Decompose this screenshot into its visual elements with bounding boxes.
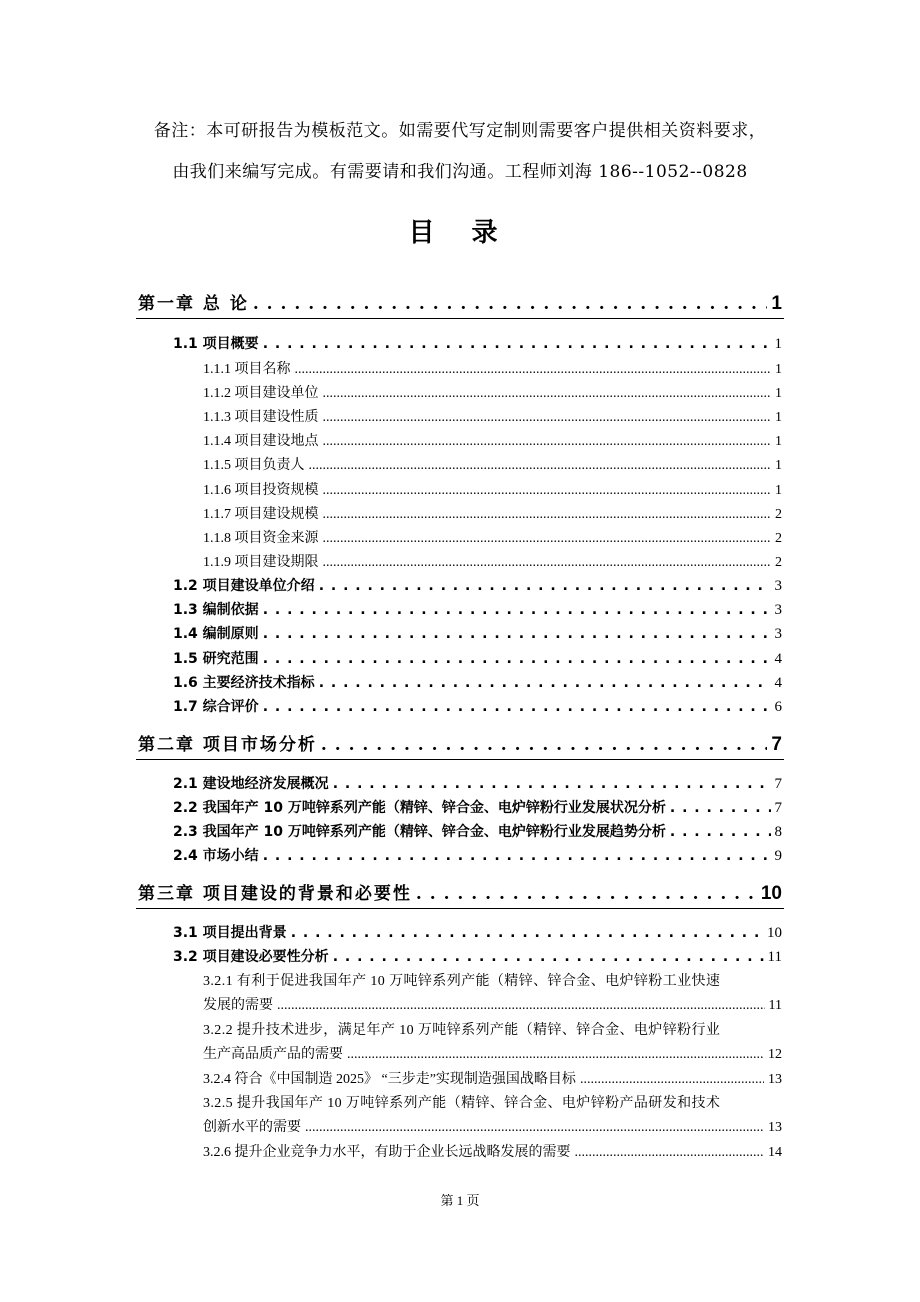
toc-leader	[670, 824, 771, 840]
toc-subsection-3-2-4[interactable]	[203, 1068, 782, 1088]
toc-entry-label: 1.7 综合评价	[173, 699, 259, 715]
toc-leader	[323, 410, 772, 426]
toc-page-number: 2	[775, 507, 782, 522]
toc-leader	[323, 507, 772, 523]
toc-entry-label: 1.1.4 项目建设地点	[203, 434, 319, 449]
toc-entry-label: 1.5 研究范围	[173, 651, 259, 667]
toc-page-number: 2	[775, 555, 782, 570]
toc-leader	[277, 998, 765, 1014]
toc-entry-label: 1.1 项目概要	[173, 336, 259, 352]
toc-subsection-1-1-6[interactable]	[203, 479, 782, 499]
toc-page-number: 6	[774, 699, 782, 715]
toc-page-number: 10	[760, 883, 782, 904]
toc-page-number: 11	[768, 998, 782, 1013]
toc-subsection-3-2-6[interactable]	[203, 1141, 782, 1161]
toc-subsection-1-1-1[interactable]	[203, 358, 782, 378]
toc-page-number: 14	[768, 1145, 782, 1160]
toc-entry-label: 3.2.6 提升企业竞争力水平，有助于企业长远战略发展的需要	[203, 1145, 571, 1160]
toc-entry-label: 1.6 主要经济技术指标	[173, 675, 315, 691]
toc-leader	[323, 386, 772, 402]
toc-subsection-1-1-2[interactable]	[203, 382, 782, 402]
toc-entry-label: 3.1 项目提出背景	[173, 925, 287, 941]
toc-leader	[263, 699, 771, 715]
toc-subsection-1-1-8[interactable]	[203, 527, 782, 547]
toc-page-number: 8	[774, 824, 782, 840]
toc-page-number: 9	[774, 848, 782, 864]
toc-leader	[263, 848, 771, 864]
toc-entry-label: 生产高品质产品的需要	[203, 1047, 343, 1062]
toc-leader	[323, 531, 772, 547]
toc-page-number: 1	[775, 483, 782, 498]
toc-section-2-3[interactable]	[173, 821, 782, 841]
toc-section-3-1[interactable]	[173, 922, 782, 942]
toc-entry-label: 2.3 我国年产 10 万吨锌系列产能（精锌、锌合金、电炉锌粉行业发展趋势分析	[173, 824, 666, 840]
toc-entry-label: 第三章 项目建设的背景和必要性	[138, 884, 412, 904]
toc-leader	[333, 949, 764, 965]
toc-leader	[323, 434, 772, 450]
toc-leader	[333, 776, 771, 792]
toc-entry-label: 第二章 项目市场分析	[138, 735, 317, 755]
toc-leader	[319, 578, 771, 594]
toc-entry-label: 1.1.9 项目建设期限	[203, 555, 319, 570]
toc-page-number: 11	[767, 949, 782, 965]
toc-subsection-3-2-1[interactable]	[203, 994, 782, 1014]
toc-page-number: 13	[768, 1072, 782, 1087]
toc-leader	[321, 735, 768, 755]
toc-entry-label: 1.1.2 项目建设单位	[203, 386, 319, 401]
page-footer: 第 1 页	[440, 1193, 480, 1208]
toc-page-number: 1	[775, 410, 782, 425]
toc-entry-label: 3.2 项目建设必要性分析	[173, 949, 329, 965]
toc-leader	[253, 294, 768, 314]
toc-page-number: 4	[774, 651, 782, 667]
toc-page-number: 1	[774, 336, 782, 352]
note-line-2: 由我们来编写完成。有需要请和我们沟通。工程师刘海 186--1052--0828	[172, 162, 748, 182]
toc-leader	[323, 555, 772, 571]
toc-leader	[263, 626, 771, 642]
toc-entry-label: 1.1.6 项目投资规模	[203, 483, 319, 498]
toc-page-number: 13	[768, 1120, 782, 1135]
toc-leader	[305, 1120, 764, 1136]
toc-page-number: 3	[774, 578, 782, 594]
toc-leader	[263, 336, 771, 352]
toc-page-number: 10	[767, 925, 782, 941]
toc-leader	[309, 458, 772, 474]
toc-entry-label: 1.4 编制原则	[173, 626, 259, 642]
toc-section-1-6[interactable]	[173, 672, 782, 692]
toc-page-number: 1	[771, 293, 782, 314]
toc-section-1-4[interactable]	[173, 623, 782, 643]
toc-page-number: 1	[775, 386, 782, 401]
toc-subsection-3-2-2[interactable]	[203, 1043, 782, 1063]
toc-chapter-1[interactable]	[138, 289, 782, 315]
toc-leader	[670, 800, 771, 816]
toc-page-number: 3	[774, 602, 782, 618]
toc-page-number: 1	[775, 458, 782, 473]
toc-entry-label: 第一章 总 论	[138, 294, 249, 314]
toc-entry-label: 1.2 项目建设单位介绍	[173, 578, 315, 594]
chapter-divider	[136, 908, 784, 909]
toc-subsection-1-1-9[interactable]	[203, 551, 782, 571]
toc-entry-label: 2.4 市场小结	[173, 848, 259, 864]
toc-leader	[319, 675, 771, 691]
toc-leader	[416, 884, 757, 904]
toc-section-1-5[interactable]	[173, 648, 782, 668]
toc-page-number: 1	[775, 362, 782, 377]
toc-entry-label: 创新水平的需要	[203, 1120, 301, 1135]
toc-entry-label: 3.2.4 符合《中国制造 2025》 “三步走”实现制造强国战略目标	[203, 1072, 576, 1087]
toc-page-number: 4	[774, 675, 782, 691]
toc-section-1-1[interactable]	[173, 333, 782, 353]
toc-subsection-3-2-2-line1: 3.2.2 提升技术进步，满足年产 10 万吨锌系列产能（精锌、锌合金、电炉锌粉行业	[203, 1023, 721, 1038]
toc-leader	[580, 1072, 764, 1088]
toc-leader	[323, 483, 772, 499]
toc-page-number: 1	[775, 434, 782, 449]
toc-entry-label: 2.2 我国年产 10 万吨锌系列产能（精锌、锌合金、电炉锌粉行业发展状况分析	[173, 800, 666, 816]
toc-entry-label: 发展的需要	[203, 998, 273, 1013]
toc-page-number: 7	[774, 800, 782, 816]
toc-subsection-1-1-4[interactable]	[203, 430, 782, 450]
toc-section-3-2[interactable]	[173, 946, 782, 966]
toc-subsection-1-1-7[interactable]	[203, 503, 782, 523]
toc-chapter-2[interactable]	[138, 730, 782, 756]
toc-entry-label: 2.1 建设地经济发展概况	[173, 776, 329, 792]
toc-subsection-3-2-5[interactable]	[203, 1116, 782, 1136]
toc-leader	[291, 925, 763, 941]
toc-entry-label: 1.1.8 项目资金来源	[203, 531, 319, 546]
toc-entry-label: 1.1.1 项目名称	[203, 362, 291, 377]
toc-leader	[347, 1047, 764, 1063]
toc-leader	[575, 1145, 765, 1161]
toc-entry-label: 1.1.7 项目建设规模	[203, 507, 319, 522]
toc-subsection-1-1-5[interactable]	[203, 454, 782, 474]
chapter-divider	[136, 759, 784, 760]
toc-leader	[295, 362, 772, 378]
toc-page-number: 7	[774, 776, 782, 792]
toc-chapter-3[interactable]	[138, 879, 782, 905]
toc-page-number: 2	[775, 531, 782, 546]
toc-section-2-1[interactable]	[173, 773, 782, 793]
toc-section-1-2[interactable]	[173, 575, 782, 595]
toc-subsection-1-1-3[interactable]	[203, 406, 782, 426]
toc-subsection-3-2-5-line1: 3.2.5 提升我国年产 10 万吨锌系列产能（精锌、锌合金、电炉锌粉产品研发和技术	[203, 1096, 721, 1111]
toc-section-1-7[interactable]	[173, 696, 782, 716]
toc-page-number: 3	[774, 626, 782, 642]
toc-section-2-2[interactable]	[173, 797, 782, 817]
toc-subsection-3-2-1-line1: 3.2.1 有利于促进我国年产 10 万吨锌系列产能（精锌、锌合金、电炉锌粉工业快速	[203, 974, 721, 989]
toc-entry-label: 1.1.5 项目负责人	[203, 458, 305, 473]
toc-leader	[263, 651, 771, 667]
toc-entry-label: 1.3 编制依据	[173, 602, 259, 618]
toc-title: 目 录	[408, 218, 512, 248]
toc-page-number: 12	[768, 1047, 782, 1062]
note-line-1: 备注：本可研报告为模板范文。如需要代写定制则需要客户提供相关资料要求，	[153, 121, 767, 141]
toc-section-2-4[interactable]	[173, 845, 782, 865]
toc-leader	[263, 602, 771, 618]
toc-entry-label: 1.1.3 项目建设性质	[203, 410, 319, 425]
toc-page-number: 7	[771, 734, 782, 755]
toc-section-1-3[interactable]	[173, 599, 782, 619]
chapter-divider	[136, 318, 784, 319]
